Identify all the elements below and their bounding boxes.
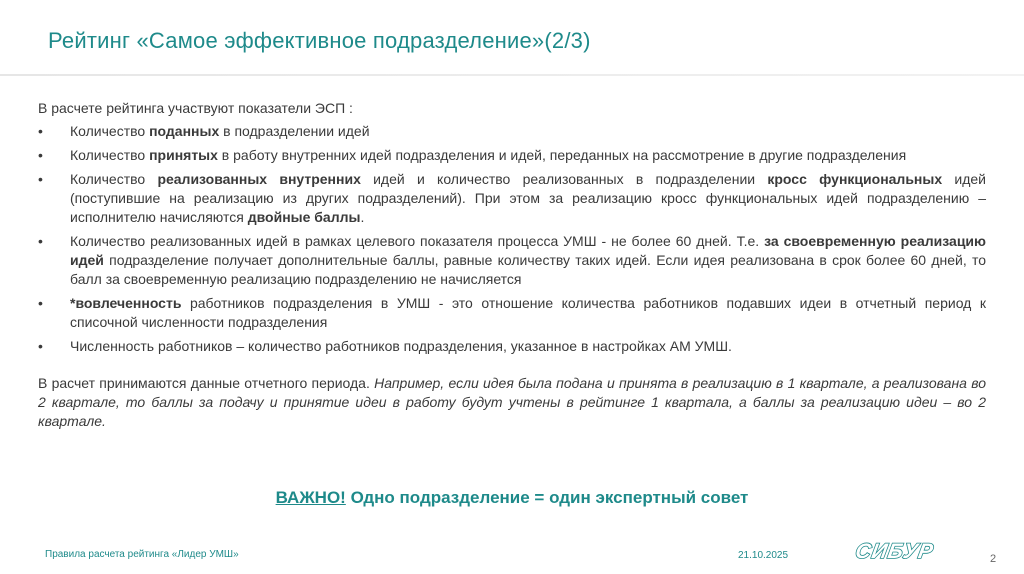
indicator-item	[38, 294, 986, 332]
indicator-keyword: принятых	[149, 147, 218, 163]
indicator-item	[38, 122, 986, 141]
important-text: Одно подразделение = один экспертный совет	[345, 488, 749, 507]
footer-document-title: Правила расчета рейтинга «Лидер УМШ»	[45, 549, 239, 560]
indicator-text: в работу внутренних идей подразделения и идей, переданных на рассмотрение в другие подразделения	[217, 147, 907, 163]
bullet-marker: •	[38, 123, 43, 139]
indicator-keyword: реализованных внутренних	[157, 171, 361, 187]
indicator-item	[38, 232, 986, 289]
indicator-text: идей (поступившие на реализацию из других подразделений). При этом за реализацию кросс функциональных идей подразделению – исполнителю начисляются	[70, 171, 986, 225]
paragraph-italic-example: Например, если идея была подана и принята в реализацию в 1 квартале, а реализована во 2 квартале, то баллы за подачу и принятие идеи в работу будут учтены в рейтинге 1 квартала, а баллы за реализацию идеи – во 2 квартале.	[38, 375, 986, 429]
indicator-item	[38, 337, 986, 356]
reporting-period-paragraph	[38, 374, 986, 431]
important-note	[0, 488, 1024, 508]
page-number: 2	[990, 553, 997, 565]
indicator-text: подразделение получает дополнительные баллы, равные количеству таких идей. Если идея реализована в срок более 60 дней, то балл за своевременную реализацию подразделению не начисляется	[70, 252, 986, 287]
indicators-list	[38, 122, 986, 356]
indicator-text: Количество	[70, 147, 150, 163]
slide-body	[38, 99, 986, 431]
bullet-marker: •	[38, 233, 43, 249]
bullet-marker: •	[38, 338, 43, 354]
sibur-logo-text: СИБУР	[853, 540, 936, 563]
bullet-marker: •	[38, 147, 43, 163]
indicator-text: идей и количество реализованных в подразделении	[360, 171, 768, 187]
sibur-logo	[843, 538, 945, 564]
intro-text: В расчете рейтинга участвуют показатели ЭСП :	[38, 100, 353, 116]
indicator-text: Количество реализованных идей в рамках целевого показателя процесса УМШ - не более 60 дней. Т.е.	[70, 233, 765, 249]
indicator-text: .	[360, 209, 365, 225]
indicator-item	[38, 170, 986, 227]
indicator-keyword: *вовлеченность	[70, 295, 182, 311]
important-label: ВАЖНО!	[275, 488, 346, 507]
indicator-keyword: поданных	[149, 123, 220, 139]
bullet-marker: •	[38, 171, 43, 187]
footer-date: 21.10.2025	[738, 550, 789, 561]
indicator-text: Количество	[70, 171, 158, 187]
indicator-keyword: двойные баллы	[247, 209, 361, 225]
indicator-keyword: за своевременную реализацию идей	[70, 233, 986, 268]
title-divider	[0, 74, 1024, 76]
indicator-text: Количество	[70, 123, 150, 139]
slide-title: Рейтинг «Самое эффективное подразделение»(2/3)	[48, 28, 591, 53]
indicator-text: работников подразделения в УМШ - это отношение количества работников подавших идеи в отчетный период к списочной численности подразделения	[70, 295, 986, 330]
bullet-marker: •	[38, 295, 43, 311]
indicator-keyword: кросс функциональных	[767, 171, 943, 187]
indicator-item	[38, 146, 986, 165]
paragraph-normal-text: В расчет принимаются данные отчетного периода.	[38, 375, 375, 391]
indicator-text: Численность работников – количество работников подразделения, указанное в настройках АМ УМШ.	[70, 338, 732, 354]
indicator-text: в подразделении идей	[219, 123, 370, 139]
